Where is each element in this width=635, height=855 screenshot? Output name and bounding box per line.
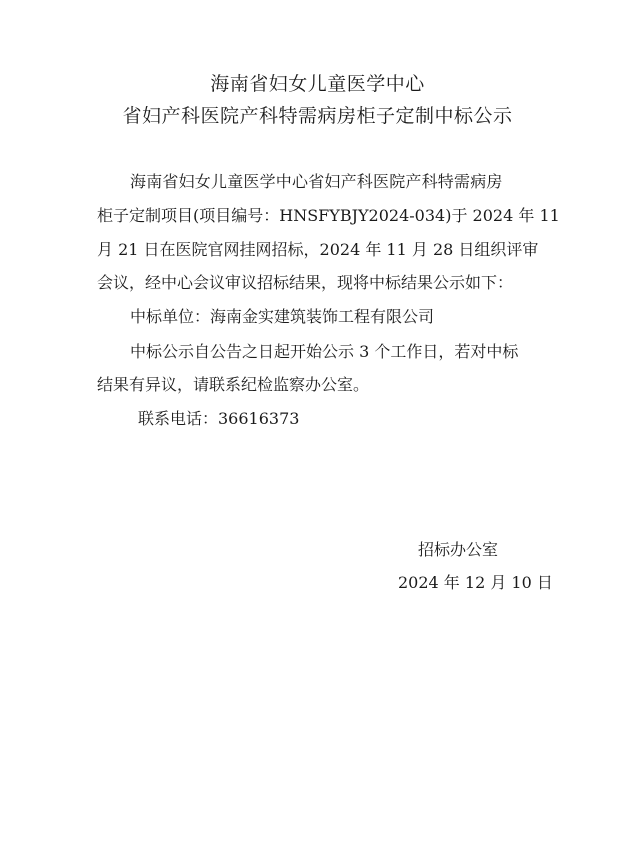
paragraph1-line2: 柜子定制项目(项目编号：HNSFYBJY2024-034)于 2024 年 11 — [97, 206, 560, 225]
paragraph3-line1: 中标公示自公告之日起开始公示 3 个工作日，若对中标 — [130, 342, 519, 361]
document-title-line1: 海南省妇女儿童医学中心 — [210, 73, 425, 95]
paragraph1-line1: 海南省妇女儿童医学中心省妇产科医院产科特需病房 — [130, 172, 503, 191]
paragraph1-line3: 月 21 日在医院官网挂网招标，2024 年 11 月 28 日组织评审 — [97, 240, 539, 259]
signature-date: 2024 年 12 月 10 日 — [398, 573, 553, 592]
winning-bidder-line: 中标单位：海南金实建筑装饰工程有限公司 — [130, 307, 435, 326]
contact-phone-line: 联系电话：36616373 — [138, 409, 300, 428]
signature-office: 招标办公室 — [418, 540, 499, 559]
paragraph3-line2: 结果有异议，请联系纪检监察办公室。 — [97, 375, 370, 394]
document-title-line2: 省妇产科医院产科特需病房柜子定制中标公示 — [122, 105, 513, 127]
paragraph1-line4: 会议，经中心会议审议招标结果，现将中标结果公示如下： — [97, 273, 514, 292]
